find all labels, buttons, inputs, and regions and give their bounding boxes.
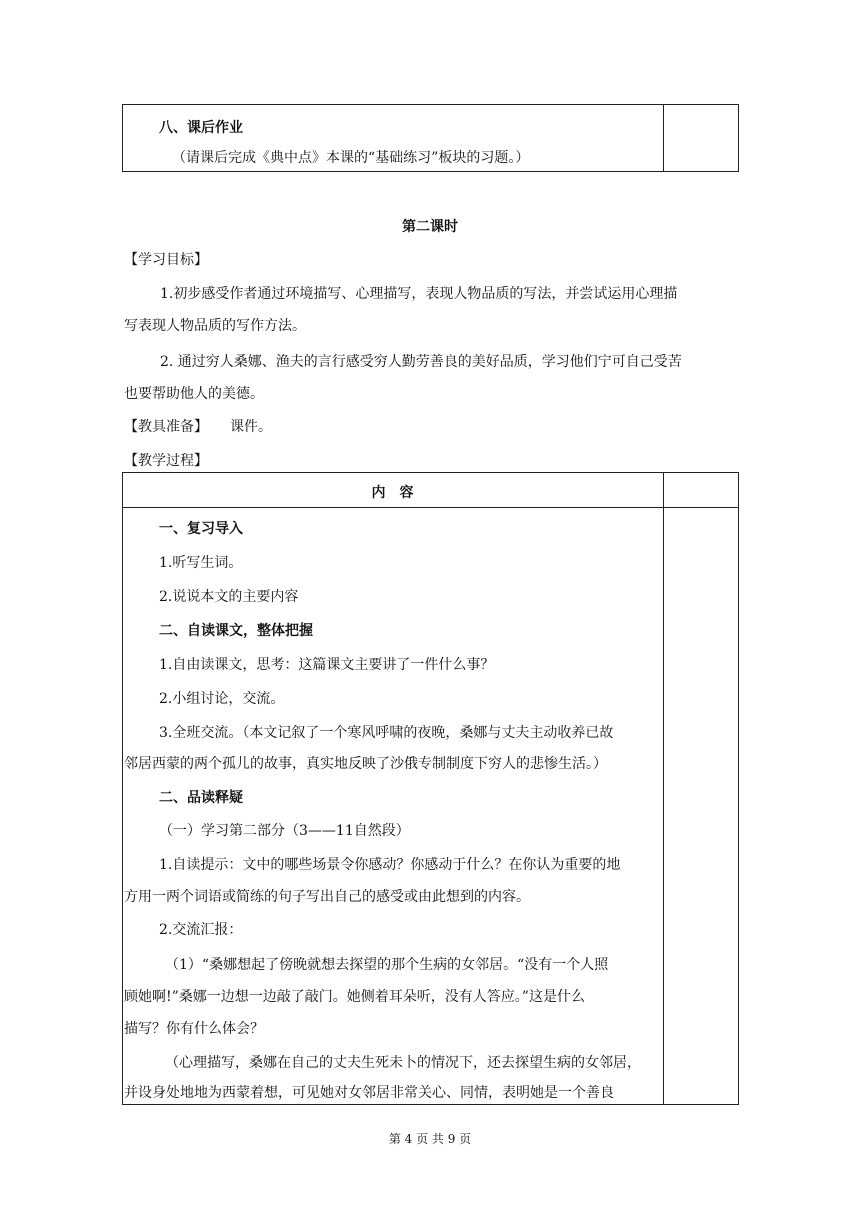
process-line: 二、自读课文，整体把握 <box>159 623 313 639</box>
process-line: 二、品读释疑 <box>159 790 243 806</box>
tools-label: 【教具准备】 <box>124 419 208 435</box>
process-table-header: 内 容 <box>371 485 414 501</box>
lesson-title: 第二课时 <box>402 219 458 235</box>
process-line: 描写？你有什么体会？ <box>124 1021 264 1037</box>
goal2-line2: 也要帮助他人的美德。 <box>124 386 264 402</box>
process-label: 【教学过程】 <box>124 453 208 469</box>
process-line: 1.自读提示：文中的哪些场景令你感动？你感动于什么？在你认为重要的地 <box>159 857 621 873</box>
process-line: 一、复习导入 <box>159 521 243 537</box>
process-table-divider <box>663 472 664 1105</box>
process-line: 并设身处地地为西蒙着想，可见她对女邻居非常关心、同情，表明她是一个善良 <box>124 1085 614 1101</box>
process-table-header-rule <box>122 507 739 508</box>
homework-table-divider <box>663 104 664 172</box>
process-line: 邻居西蒙的两个孤儿的故事，真实地反映了沙俄专制制度下穷人的悲惨生活。） <box>124 756 607 772</box>
homework-note: （请课后完成《典中点》本课的“基础练习”板块的习题。） <box>172 150 530 166</box>
process-line: （一）学习第二部分（3——11自然段） <box>159 823 410 839</box>
goal2-line1: 2. 通过穷人桑娜、渔夫的言行感受穷人勤劳善良的美好品质，学习他们宁可自己受苦 <box>160 354 682 370</box>
process-line: （1）“桑娜想起了傍晚就想去探望的那个生病的女邻居。“没有一个人照 <box>165 957 609 973</box>
process-line: 顾她啊!”桑娜一边想一边敲了敲门。她侧着耳朵听，没有人答应。”这是什么 <box>124 989 585 1005</box>
process-line: 2.小组讨论，交流。 <box>159 691 285 707</box>
tools-value: 课件。 <box>230 419 272 435</box>
process-line: 3.全班交流。（本文记叙了一个寒风呼啸的夜晚，桑娜与丈夫主动收养已故 <box>159 725 614 741</box>
process-line: 1.自由读课文，思考：这篇课文主要讲了一件什么事？ <box>159 657 495 673</box>
goal1-line1: 1.初步感受作者通过环境描写、心理描写，表现人物品质的写法，并尝试运用心理描 <box>160 286 678 302</box>
process-line: 方用一两个词语或简练的句子写出自己的感受或由此想到的内容。 <box>124 889 530 905</box>
homework-heading: 八、课后作业 <box>159 120 243 136</box>
page-footer: 第 4 页 共 9 页 <box>388 1132 472 1146</box>
process-line: 2.交流汇报： <box>159 922 243 938</box>
goal1-line2: 写表现人物品质的写作方法。 <box>124 318 306 334</box>
process-line: 1.听写生词。 <box>159 555 243 571</box>
goals-label: 【学习目标】 <box>124 252 208 268</box>
process-line: （心理描写，桑娜在自己的丈夫生死未卜的情况下，还去探望生病的女邻居， <box>165 1055 641 1071</box>
process-line: 2.说说本文的主要内容 <box>159 589 299 605</box>
